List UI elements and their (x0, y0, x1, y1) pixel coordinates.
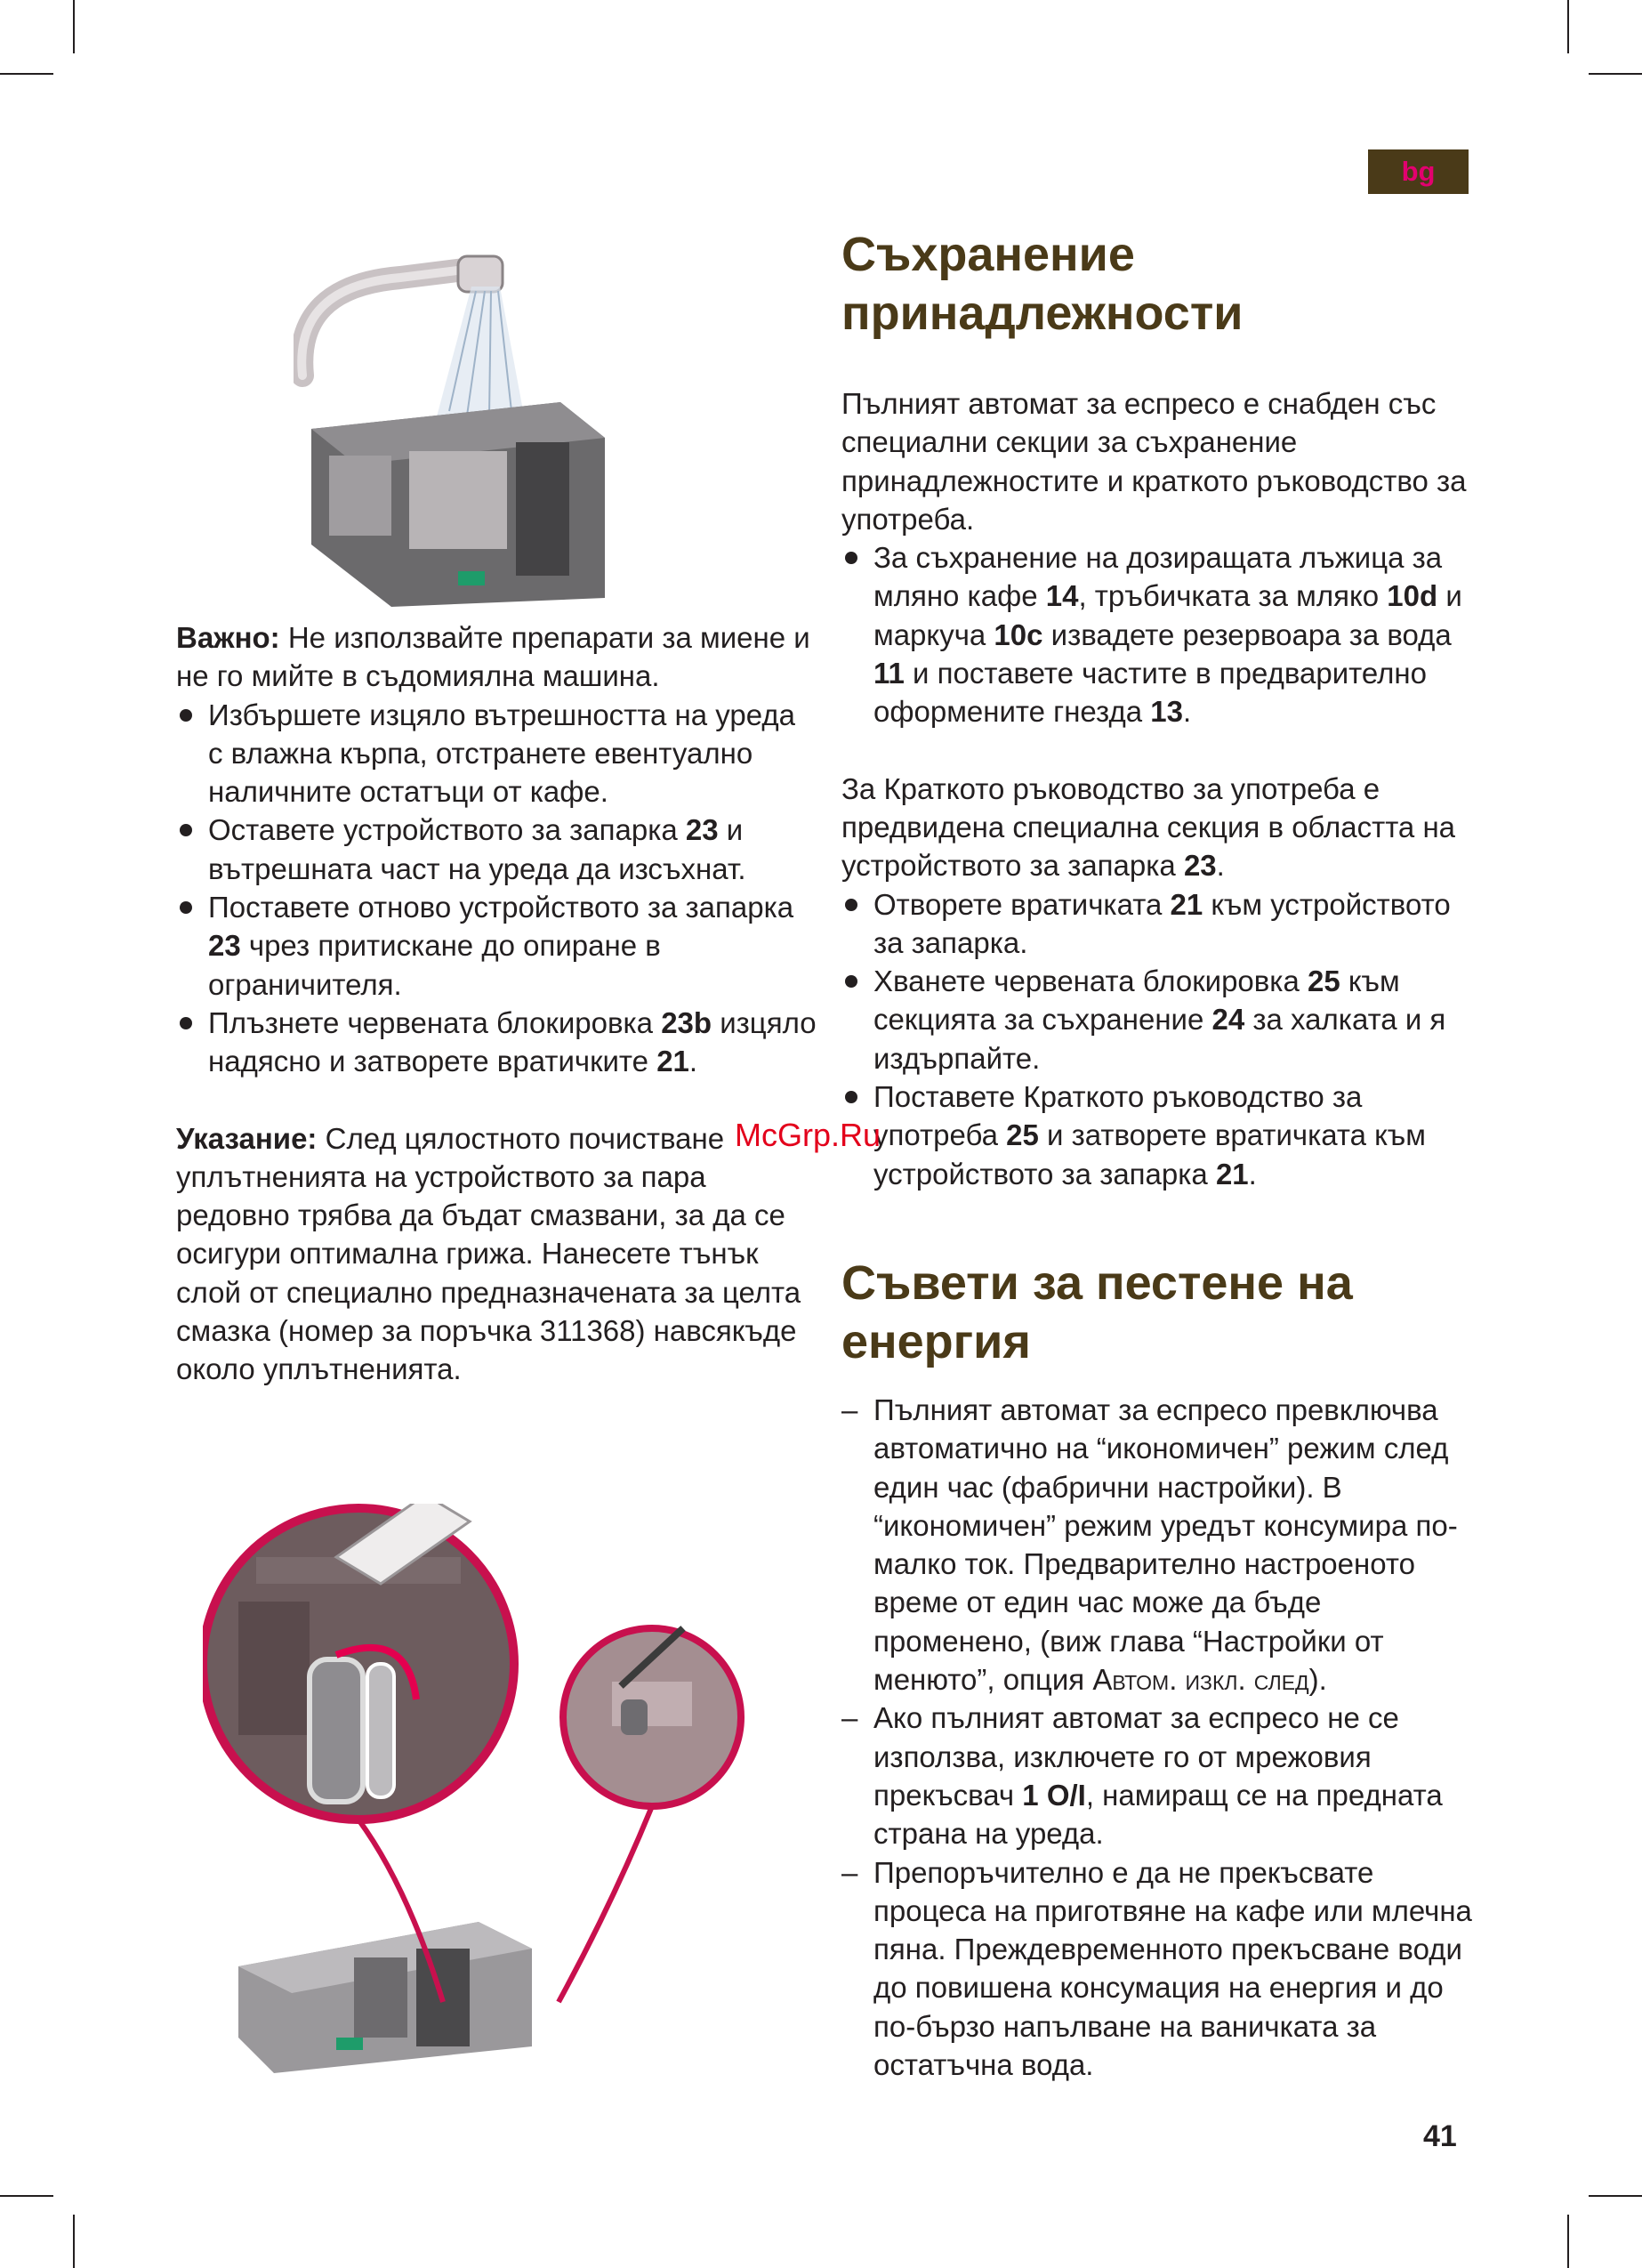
list-item (841, 1078, 1473, 1193)
list-item-text: и маркуча (873, 579, 1462, 651)
crop-mark (1567, 2215, 1569, 2268)
rinse-illustration (294, 251, 632, 607)
ref-number: 23 (685, 813, 719, 847)
lubrication-illustration (203, 1504, 754, 2073)
list-item-text: изцяло надясно и затворете вратичките (208, 1005, 817, 1078)
list-item-text: Поставете Краткото ръководство за употреба (873, 1080, 1363, 1152)
list-item (841, 1699, 1473, 1852)
right-column (841, 384, 1473, 1193)
guide-intro (841, 770, 1473, 885)
list-item-text: и вътрешната част на уреда да изсъхнат. (208, 813, 746, 885)
list-item-text: извадете резервоара за вода (1042, 617, 1452, 651)
note-text: След цялостното почистване уплътненията на устройството за пара редовно трябва да бъдат смазвани, за да се осигури оптимална грижа. Нанесете тънък слой от специално предназначената за целта смазка (номер за поръчка 311368) навсякъде около уплътненията. (176, 1121, 801, 1386)
paragraph-text: . (1216, 849, 1225, 883)
list-item-text: към устройството за запарка. (873, 887, 1451, 959)
crop-mark (1589, 73, 1642, 75)
list-item-text: Плъзнете червената блокировка (208, 1005, 662, 1039)
energy-heading: Съвети за пестене на енергия (841, 1256, 1353, 1368)
ref-number: 13 (1150, 695, 1183, 729)
watermark: McGrp.Ru (735, 1117, 881, 1153)
storage-list (841, 538, 1473, 730)
note-paragraph (176, 1119, 817, 1389)
language-tab: bg (1368, 149, 1469, 194)
menu-option-name: Автом. изкл. след (1092, 1663, 1309, 1697)
list-item-text: Поставете отново устройството за запарка (208, 891, 794, 924)
list-item (176, 696, 817, 811)
ref-number: 23 (1183, 849, 1217, 883)
crop-mark (1567, 0, 1569, 53)
cleaning-list (176, 696, 817, 1081)
list-item-text: към секцията за съхранение (873, 965, 1400, 1037)
list-item-text: чрез притискане до опиране в ограничителя. (208, 929, 661, 1001)
list-item-text: Избършете изцяло вътрешността на уреда с влажна кърпа, отстранете евентуално наличните остатъци от кафе. (208, 698, 796, 809)
ref-number: 21 (1215, 1157, 1249, 1190)
list-item-text: Отворете вратичката (873, 887, 1171, 921)
guide-list (841, 885, 1473, 1193)
list-item-text: Пълният автомат за еспресо превключва автоматично на “икономичен” режим след един час (фабрични настройки). В “икономичен” режим уредът консумира по-малко ток. Предварително настроеното време от един час може да бъде променено, (виж глава “Настройки от менюто”, опция (873, 1393, 1458, 1697)
crop-mark (73, 0, 75, 53)
important-paragraph (176, 618, 817, 696)
important-label: Важно: (176, 621, 280, 654)
paragraph-text: За Краткото ръководство за употреба е предвидена специална секция в областта на устройството за запарка (841, 771, 1456, 883)
ref-number: 14 (1045, 579, 1079, 613)
crop-mark (0, 2195, 53, 2197)
ref-number: 10c (994, 617, 1043, 651)
list-item-text: и поставете частите в предварително оформените гнезда (873, 657, 1427, 729)
ref-number: 25 (1308, 965, 1340, 998)
list-item (841, 1853, 1473, 2085)
list-item-text: Хванете червената блокировка (873, 965, 1308, 998)
list-item-text: . (1182, 695, 1192, 729)
list-item-text: , тръбичката за мляко (1078, 579, 1388, 613)
list-item (841, 962, 1473, 1078)
list-item (841, 885, 1473, 963)
ref-number: 23b (661, 1005, 712, 1039)
crop-mark (0, 73, 53, 75)
list-item (841, 538, 1473, 730)
crop-mark (73, 2215, 75, 2268)
ref-number: 21 (656, 1045, 689, 1078)
page-number: 41 (1423, 2119, 1457, 2153)
list-item-text: за халката и я издърпайте. (873, 1003, 1446, 1075)
list-item-text: Оставете устройството за запарка (208, 813, 686, 847)
ref-number: 24 (1211, 1003, 1245, 1037)
energy-list (841, 1391, 1473, 2084)
list-item-text: и затворете вратичката към устройството за запарка (873, 1118, 1426, 1190)
note-label: Указание: (176, 1121, 318, 1155)
storage-heading: Съхранение принадлежности (841, 228, 1244, 340)
ref-number: 25 (1006, 1118, 1039, 1152)
ref-number: 23 (208, 929, 241, 963)
ref-number: 10d (1387, 579, 1438, 613)
ref-number: 21 (1170, 887, 1203, 921)
list-item (176, 888, 817, 1004)
list-item (176, 811, 817, 888)
energy-column (841, 1391, 1473, 2084)
list-item-text: Ако пълният автомат за еспресо не се използва, изключете го от мрежовия прекъсвач (873, 1701, 1399, 1812)
list-item-text: , намиращ се на предната страна на уреда. (873, 1778, 1443, 1851)
left-column (176, 618, 817, 1389)
crop-mark (1589, 2195, 1642, 2197)
important-text: Не използвайте препарати за миене и не го мийте в съдомиялна машина. (176, 621, 810, 693)
list-item-text: За съхранение на дозиращата лъжица за мляно кафе (873, 541, 1443, 613)
list-item-text: Препоръчително е да не прекъсвате процеса на приготвяне на кафе или млечна пяна. Преждевременното прекъсване води до повишена консумация на енергия и до по-бързо напълване на ваничката за остатъчна вода. (873, 1855, 1472, 2082)
list-item-text: . (688, 1045, 698, 1078)
list-item (841, 1391, 1473, 1699)
storage-intro: Пълният автомат за еспресо е снабден със специални секции за съхранение принадлежностите и краткото ръководство за употреба. (841, 387, 1467, 536)
ref-number: 1 O/I (1022, 1778, 1086, 1812)
ref-number: 11 (873, 657, 905, 690)
list-item-text: . (1248, 1157, 1257, 1190)
list-item-text: ). (1308, 1663, 1327, 1697)
list-item (176, 1004, 817, 1081)
